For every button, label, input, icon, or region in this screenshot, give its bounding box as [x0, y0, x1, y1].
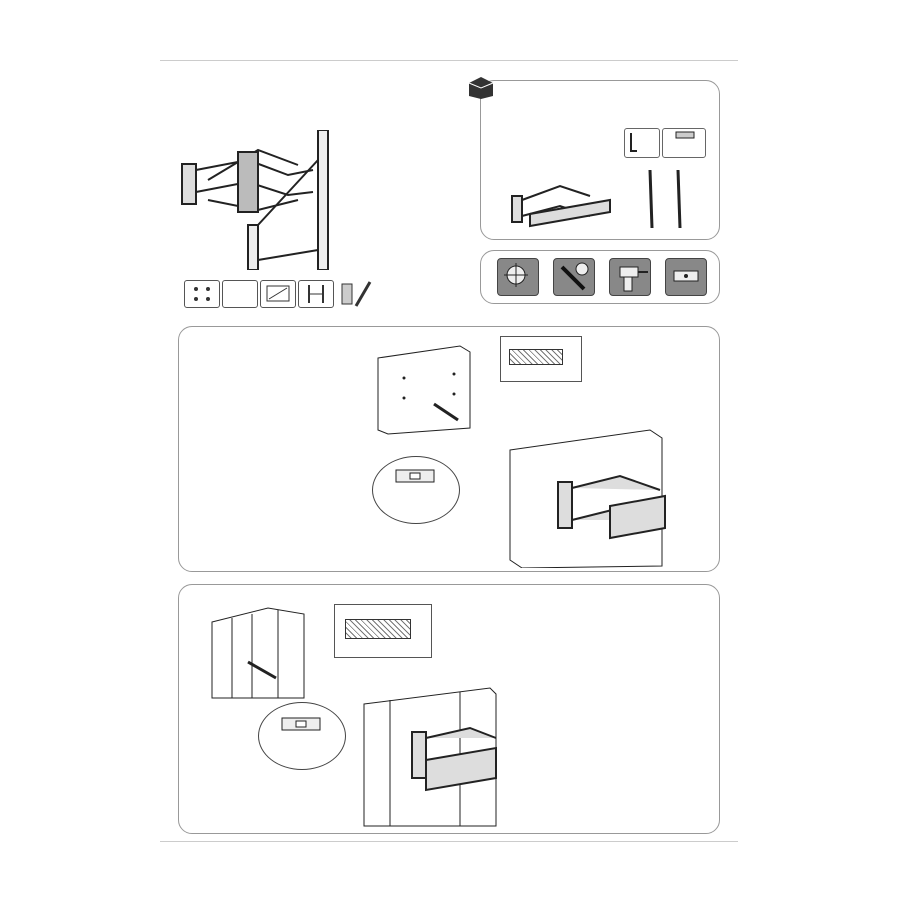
level-tool-icon — [497, 258, 539, 296]
concrete-wall-illustration — [374, 344, 474, 436]
wrench-icon — [627, 131, 639, 155]
bubble-level-tool-icon — [665, 258, 707, 296]
vesa-icon — [184, 280, 220, 308]
arm-illustration — [510, 170, 620, 230]
wall-mount-illustration — [500, 420, 670, 568]
bubble-level-callout — [372, 456, 460, 524]
bubble-level-callout — [258, 702, 346, 770]
spec-vesa — [184, 280, 224, 308]
bubble-level-icon — [395, 469, 435, 483]
hatched-wall — [345, 619, 411, 639]
wood-stud-illustration — [208, 602, 308, 702]
spec-weight — [222, 280, 262, 308]
hatched-wall — [509, 349, 563, 365]
spec-depth — [298, 280, 338, 308]
spec-screen-size — [260, 280, 300, 308]
wood-wall-mount-illustration — [360, 682, 500, 828]
mount-illustration — [178, 130, 338, 270]
screen-size-icon — [260, 280, 296, 308]
box-icon — [466, 74, 496, 105]
bubble-level-icon — [281, 717, 321, 731]
drill-depth-diagram — [500, 336, 582, 382]
depth-icon — [298, 280, 334, 308]
drill-depth-diagram — [334, 604, 432, 658]
bubble-level-part — [662, 128, 706, 158]
weight-icon — [222, 280, 258, 308]
tilt-icon — [340, 280, 374, 313]
wrench-part — [624, 128, 660, 158]
drill-icon — [609, 258, 651, 296]
bubble-level-icon — [675, 131, 695, 139]
tv-plate-bracket-icon — [640, 168, 690, 230]
screwdriver-icon — [553, 258, 595, 296]
